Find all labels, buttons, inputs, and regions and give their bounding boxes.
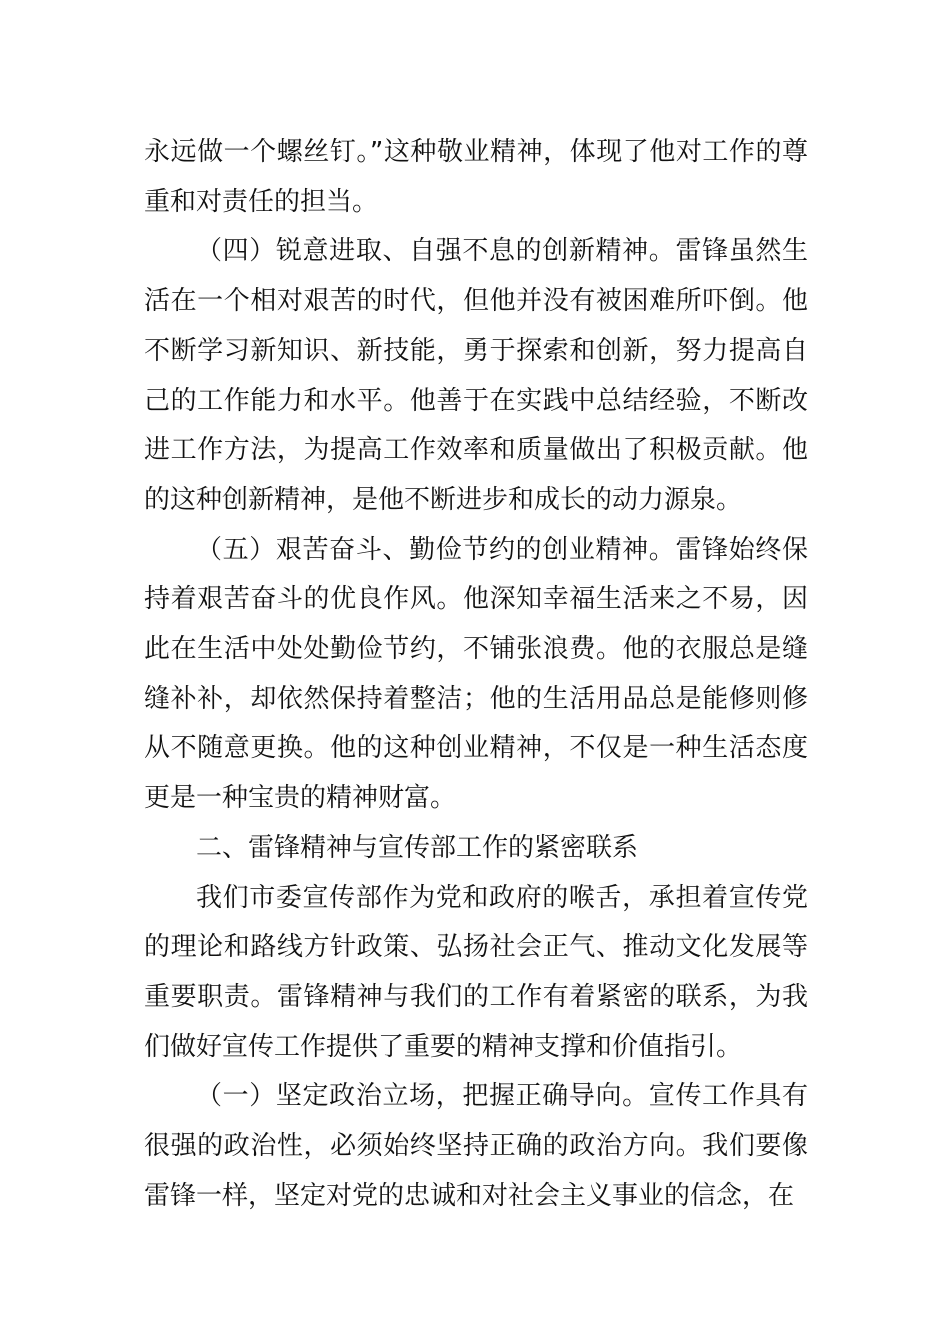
section-heading: 二、雷锋精神与宣传部工作的紧密联系 <box>196 832 639 863</box>
paragraph-continuation: 永远做一个螺丝钉。”这种敬业精神，体现了他对工作的尊重和对责任的担当。 <box>144 137 808 217</box>
paragraph-innovation-spirit: （四）锐意进取、自强不息的创新精神。雷锋虽然生活在一个相对艰苦的时代，但他并没有被困难所吓倒。他不断学习新知识、新技能，勇于探索和创新，努力提高自己的工作能力和水平。他善于在实践中总结经验，不断改进工作方法，为提高工作效率和质量做出了积极贡献。他的这种创新精神，是他不断进步和成长的动力源泉。 <box>144 236 808 515</box>
document-body <box>144 128 808 1221</box>
paragraph-propaganda-department: 我们市委宣传部作为党和政府的喉舌，承担着宣传党的理论和路线方针政策、弘扬社会正气、推动文化发展等重要职责。雷锋精神与我们的工作有着紧密的联系，为我们做好宣传工作提供了重要的精神支撑和价值指引。 <box>144 882 808 1062</box>
paragraph-political-stance: （一）坚定政治立场，把握正确导向。宣传工作具有很强的政治性，必须始终坚持正确的政治方向。我们要像雷锋一样，坚定对党的忠诚和对社会主义事业的信念，在 <box>144 1081 808 1211</box>
paragraph-hard-work-spirit: （五）艰苦奋斗、勤俭节约的创业精神。雷锋始终保持着艰苦奋斗的优良作风。他深知幸福生活来之不易，因此在生活中处处勤俭节约，不铺张浪费。他的衣服总是缝缝补补，却依然保持着整洁；他的生活用品总是能修则修从不随意更换。他的这种创业精神，不仅是一种生活态度更是一种宝贵的精神财富。 <box>144 534 808 814</box>
